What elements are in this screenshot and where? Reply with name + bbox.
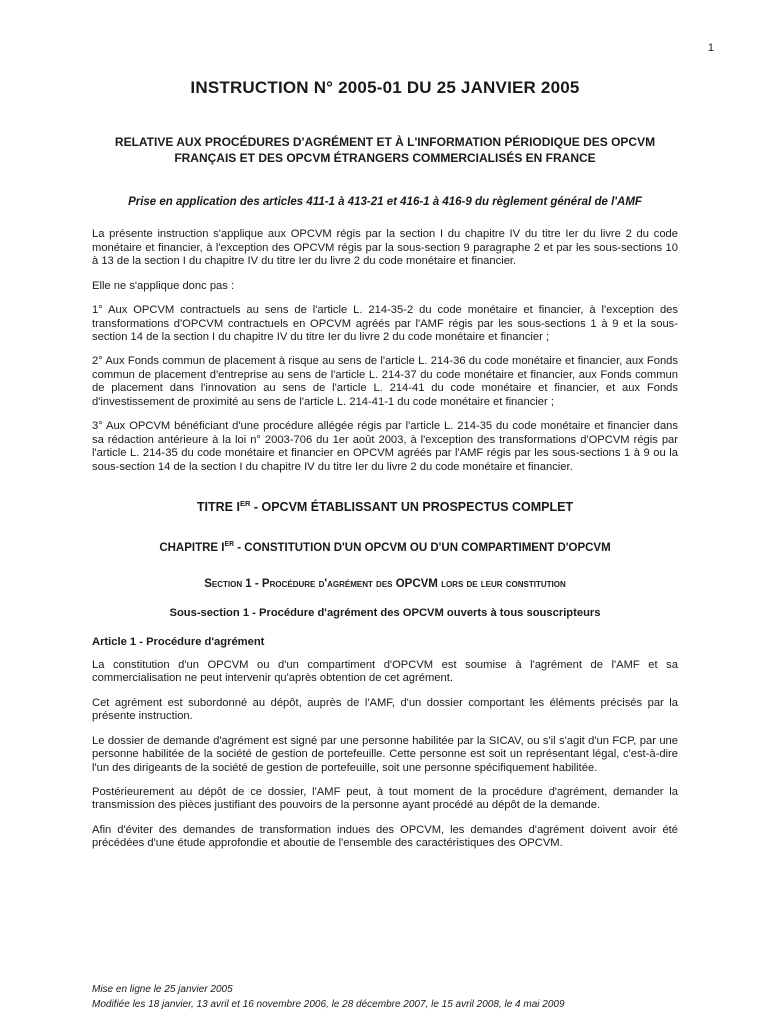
article-paragraph: Cet agrément est subordonné au dépôt, auprès de l'AMF, d'un dossier comportant les éléments précisés par la présente instruction. — [92, 696, 678, 723]
article-paragraph: Afin d'éviter des demandes de transformation indues des OPCVM, les demandes d'agrément doivent avoir été précédées d'une étude approfondie et aboutie de l'ensemble des caractéristiques des OPCVM. — [92, 823, 678, 850]
article-paragraph: Postérieurement au dépôt de ce dossier, l'AMF peut, à tout moment de la procédure d'agrément, demander la transmission des pièces justifiant des pouvoirs de la personne ayant procédé au dépôt de la demande. — [92, 786, 678, 812]
intro-paragraph: Elle ne s'applique donc pas : — [92, 279, 235, 292]
intro-paragraph: La présente instruction s'applique aux OPCVM régis par la section I du chapitre IV du titre Ier du livre 2 du code monétaire et financier, à l'exception des OPCVM régis par la sous-section 9 paragraphe 2 et par les sous-sections 10 à 13 de la section I du chapitre IV du titre Ier du livre 2 du code monétaire et financier. — [92, 228, 678, 268]
footer-publication-date: Mise en ligne le 25 janvier 2005 — [92, 984, 233, 995]
heading-sous-section: Sous-section 1 - Procédure d'agrément des OPCVM ouverts à tous souscripteurs — [169, 606, 601, 619]
intro-paragraph: 1° Aux OPCVM contractuels au sens de l'article L. 214-35-2 du code monétaire et financier, à l'exception des transformations d'OPCVM contractuels en OPCVM agréés par l'AMF régis par les sous-sections 1 à 9 et la sous-section 14 de la section I du chapitre IV du titre Ier du livre 2 du code monétaire et financier ; — [92, 304, 678, 343]
intro-paragraph: 2° Aux Fonds commun de placement à risque au sens de l'article L. 214-36 du code monétaire et financier, aux Fonds commun de placement d'entreprise au sens de l'article L. 214-37 du code monétaire et financier, aux Fonds commun de placement dans l'innovation au sens de l'article L. 214-41 du code monétaire et financier, et aux Fonds d'investissement de proximité au sens de l'article L. 214-41-1 du code monétaire et financier ; — [92, 355, 678, 408]
heading-chapitre-prefix: CHAPITRE I — [159, 541, 225, 554]
footer-modification-dates: Modifiée les 18 janvier, 13 avril et 16 novembre 2006, le 28 décembre 2007, le 15 avril 2008, le 4 mai 2009 — [92, 999, 565, 1010]
heading-titre-sup: ER — [239, 498, 251, 508]
heading-titre-rest: - OPCVM ÉTABLISSANT UN PROSPECTUS COMPLET — [250, 499, 574, 514]
heading-section: Section 1 - Procédure d'agrément des OPCVM lors de leur constitution — [204, 577, 566, 590]
intro-section — [92, 228, 678, 474]
article-paragraph: Le dossier de demande d'agrément est signé par une personne habilitée par la SICAV, ou s'il s'agit d'un FCP, par une personne habilitée de la société de gestion de portefeuille. Cette personne est soit un représentant légal, c'est-à-dire l'un des dirigeants de la société de gestion de portefeuille, soit une personne spécifiquement habilitée. — [92, 734, 678, 774]
document-subtitle: RELATIVE AUX PROCÉDURES D'AGRÉMENT ET À L'INFORMATION PÉRIODIQUE DES OPCVM FRANÇAIS ET DES OPCVM ÉTRANGERS COMMERCIALISÉS EN FRANCE — [114, 135, 656, 166]
heading-chapitre-sup: ER — [224, 541, 235, 549]
heading-article-1: Article 1 - Procédure d'agrément — [92, 635, 265, 648]
document-content — [92, 0, 678, 851]
article-paragraph: La constitution d'un OPCVM ou d'un compartiment d'OPCVM est soumise à l'agrément de l'AMF et sa commercialisation ne peut intervenir qu'après obtention de cet agrément. — [92, 658, 678, 685]
heading-titre-prefix: TITRE I — [196, 499, 240, 514]
document-title: INSTRUCTION N° 2005-01 DU 25 JANVIER 2005 — [190, 78, 580, 97]
page-number: 1 — [707, 42, 714, 54]
article-1-body — [92, 659, 678, 851]
document-footer — [92, 982, 700, 1012]
intro-paragraph: 3° Aux OPCVM bénéficiant d'une procédure allégée régis par l'article L. 214-35 du code monétaire et financier dans sa rédaction antérieure à la loi n° 2003-706 du 1er août 2003, à l'exception des transformations d'OPCVM régis par l'article L. 214-35 du code monétaire et financier en OPCVM agréés par l'AMF régis par les sous-sections 1 à 9 ou la sous-section 14 de la section I du chapitre IV du titre Ier du livre 2 du code monétaire et financier. — [92, 420, 678, 473]
heading-chapitre-rest: - CONSTITUTION D'UN OPCVM OU D'UN COMPARTIMENT D'OPCVM — [234, 541, 611, 554]
heading-chapitre — [92, 542, 678, 554]
heading-titre — [92, 500, 678, 514]
application-reference: Prise en application des articles 411-1 à 413-21 et 416-1 à 416-9 du règlement général de l'AMF — [128, 196, 642, 209]
